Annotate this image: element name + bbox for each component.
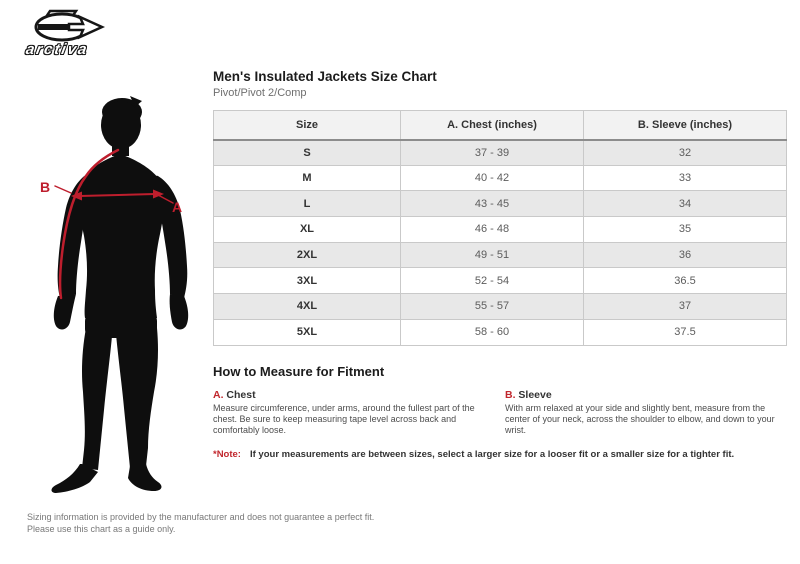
sleeve-cell: 33 <box>584 165 787 191</box>
diagram-label-a: A <box>172 199 183 215</box>
measurement-figure <box>24 88 194 500</box>
b-pointer-line <box>55 186 71 193</box>
note-text: If your measurements are between sizes, select a larger size for a looser fit or a smaller size for a tighter fit. <box>249 449 735 460</box>
sleeve-cell: 32 <box>584 140 787 166</box>
chest-cell: 43 - 45 <box>401 191 584 217</box>
disclaimer-line2: Please use this chart as a guide only. <box>27 524 176 534</box>
main-content <box>213 0 786 564</box>
size-cell: XL <box>214 217 401 243</box>
size-cell: 4XL <box>214 294 401 320</box>
chest-name: Chest <box>226 389 256 401</box>
column-header-chest: A. Chest (inches) <box>401 111 584 140</box>
chest-key: A. <box>213 389 224 401</box>
diagram-label-b: B <box>40 179 51 195</box>
size-cell: S <box>214 140 401 166</box>
arctiva-logo-icon <box>24 8 114 44</box>
size-table-body <box>214 140 787 346</box>
page-title: Men's Insulated Jackets Size Chart <box>213 69 437 84</box>
table-row <box>214 242 787 268</box>
sleeve-cell: 37 <box>584 294 787 320</box>
howto-heading: How to Measure for Fitment <box>213 364 385 379</box>
table-row <box>214 191 787 217</box>
sleeve-label <box>505 389 786 401</box>
howto-section-sleeve <box>505 389 786 436</box>
chest-cell: 58 - 60 <box>401 319 584 345</box>
chest-cell: 55 - 57 <box>401 294 584 320</box>
body-silhouette-diagram <box>24 88 194 500</box>
note-label: *Note: <box>213 449 241 460</box>
sleeve-key: B. <box>505 389 516 401</box>
howto-section-chest <box>213 389 501 436</box>
sleeve-description: With arm relaxed at your side and slightly bent, measure from the center of your neck, across the shoulder to elbow, and down to your wrist. <box>505 403 775 435</box>
chest-cell: 52 - 54 <box>401 268 584 294</box>
table-header-row <box>214 111 787 140</box>
chest-cell: 46 - 48 <box>401 217 584 243</box>
chest-description: Measure circumference, under arms, around the fullest part of the chest. Be sure to keep measuring tape level across back and comfortably loose. <box>213 403 475 435</box>
table-row <box>214 140 787 166</box>
table-row <box>214 217 787 243</box>
column-header-size: Size <box>214 111 401 140</box>
size-cell: 2XL <box>214 242 401 268</box>
chest-cell: 49 - 51 <box>401 242 584 268</box>
sizing-note <box>213 449 734 460</box>
disclaimer-line1: Sizing information is provided by the manufacturer and does not guarantee a perfect fit. <box>27 512 375 522</box>
brand-logo <box>24 8 114 66</box>
size-cell: M <box>214 165 401 191</box>
sleeve-cell: 37.5 <box>584 319 787 345</box>
chest-cell: 40 - 42 <box>401 165 584 191</box>
size-cell: L <box>214 191 401 217</box>
size-chart-table <box>213 110 787 346</box>
sleeve-cell: 34 <box>584 191 787 217</box>
table-row <box>214 319 787 345</box>
sleeve-cell: 36.5 <box>584 268 787 294</box>
disclaimer <box>27 511 374 535</box>
column-header-sleeve: B. Sleeve (inches) <box>584 111 787 140</box>
table-row <box>214 165 787 191</box>
sleeve-cell: 35 <box>584 217 787 243</box>
size-cell: 5XL <box>214 319 401 345</box>
chest-cell: 37 - 39 <box>401 140 584 166</box>
chest-label <box>213 389 501 401</box>
man-silhouette-icon <box>52 96 189 493</box>
table-row <box>214 294 787 320</box>
sleeve-name: Sleeve <box>518 389 552 401</box>
sleeve-cell: 36 <box>584 242 787 268</box>
size-cell: 3XL <box>214 268 401 294</box>
brand-logo-text: arctiva <box>24 41 90 58</box>
table-row <box>214 268 787 294</box>
page-subtitle: Pivot/Pivot 2/Comp <box>213 87 307 99</box>
